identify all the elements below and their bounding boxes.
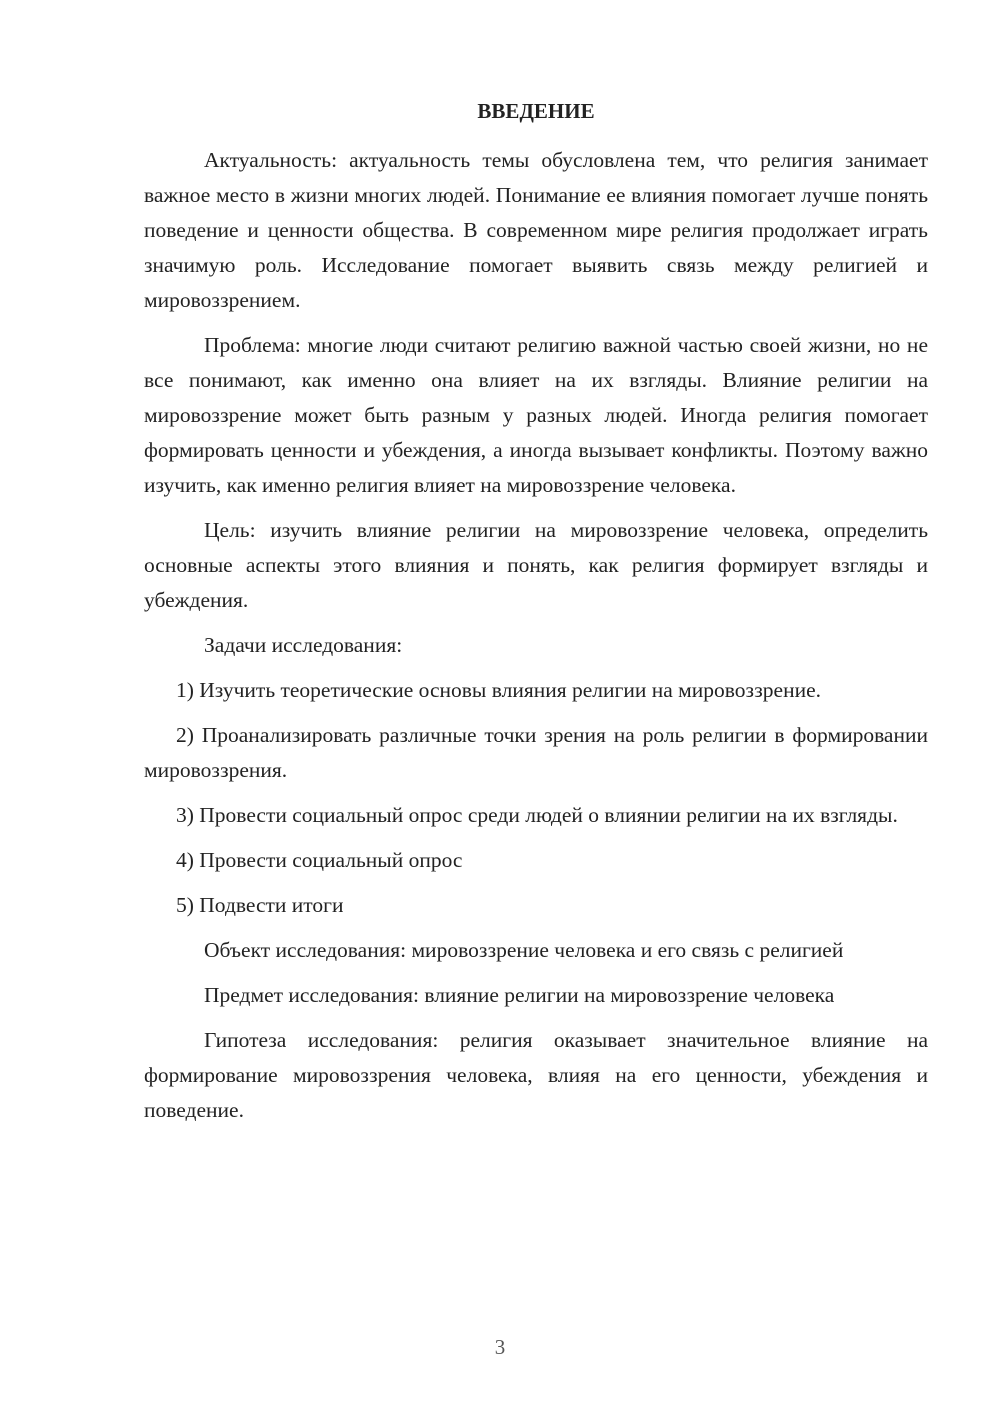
task-item-5: 5) Подвести итоги — [176, 893, 344, 917]
goal-paragraph: Цель: изучить влияние религии на мировоззрение человека, определить основные аспекты этого влияния и понять, как религия формирует взгляды и убеждения. — [144, 518, 928, 612]
hypothesis-paragraph: Гипотеза исследования: религия оказывает значительное влияние на формирование мировоззрения человека, влияя на его ценности, убеждения и поведение. — [144, 1028, 928, 1122]
problem-paragraph: Проблема: многие люди считают религию важной частью своей жизни, но не все понимают, как именно она влияет на их взгляды. Влияние религии на мировоззрение может быть разным у разных людей. Иногда религия помогает формировать ценности и убеждения, а иногда вызывает конфликты. Поэтому важно изучить, как именно религия влияет на мировоззрение человека. — [144, 333, 928, 497]
page-number: 3 — [494, 1335, 506, 1359]
task-item-1: 1) Изучить теоретические основы влияния религии на мировоззрение. — [176, 678, 821, 702]
object-paragraph: Объект исследования: мировоззрение человека и его связь с религией — [204, 938, 844, 962]
relevance-paragraph: Актуальность: актуальность темы обусловлена тем, что религия занимает важное место в жизни многих людей. Понимание ее влияния помогает лучше понять поведение и ценности общества. В современном мире религия продолжает играть значимую роль. Исследование помогает выявить связь между религией и мировоззрением. — [144, 148, 928, 312]
task-item-4: 4) Провести социальный опрос — [176, 848, 463, 872]
subject-paragraph: Предмет исследования: влияние религии на мировоззрение человека — [204, 983, 835, 1007]
document-body — [144, 143, 928, 1138]
tasks-heading: Задачи исследования: — [204, 633, 403, 657]
task-item-3: 3) Провести социальный опрос среди людей о влиянии религии на их взгляды. — [176, 803, 898, 827]
task-item-2: 2) Проанализировать различные точки зрения на роль религии в формировании мировоззрения. — [144, 723, 928, 782]
section-title: ВВЕДЕНИЕ — [477, 99, 595, 123]
